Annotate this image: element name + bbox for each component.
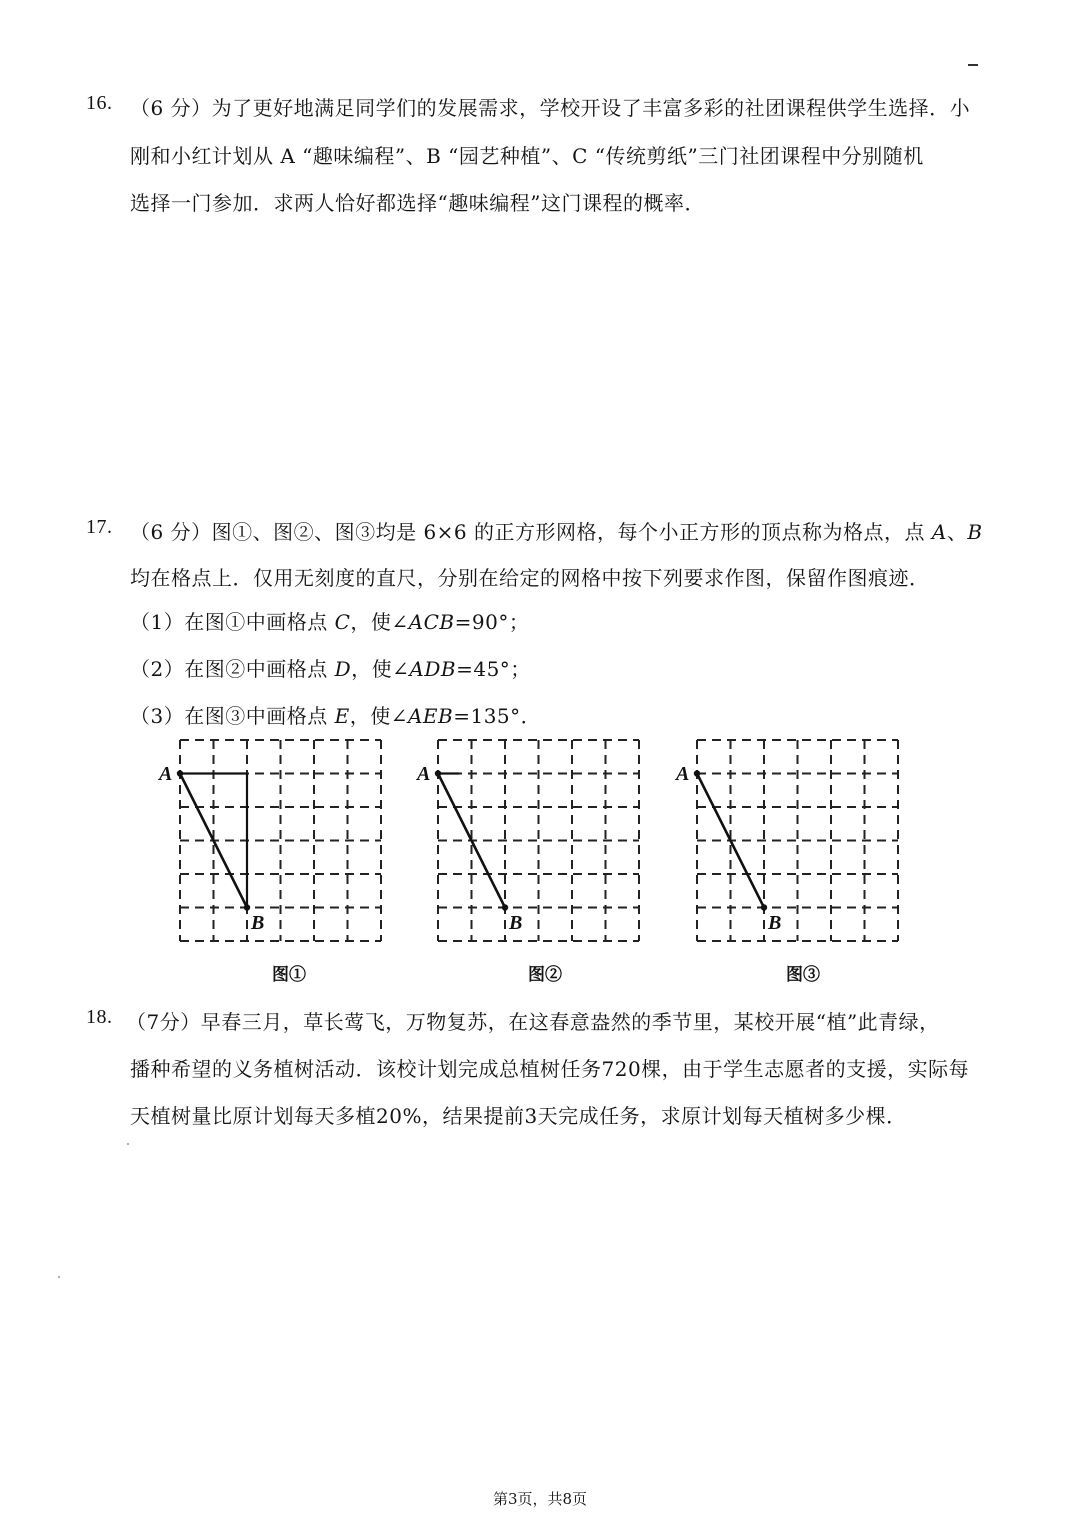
question-text-line: （7分）早春三月，草长莺飞，万物复苏，在这春意盎然的季节里，某校开展“植”此青绿， [126, 1010, 940, 1034]
point-b-label: B [251, 912, 265, 934]
point-a-label: A [676, 763, 690, 785]
point-b-label: B [768, 912, 782, 934]
point-b-label: B [509, 912, 523, 934]
question-text-line: （6 分）为了更好地满足同学们的发展需求，学校开设了丰富多彩的社团课程供学生选择．小 [130, 96, 971, 120]
point-a [177, 770, 183, 776]
sub-text: ，使∠ [350, 610, 409, 634]
sub-text: （1）在图①中画格点 [130, 610, 335, 634]
point-label: B [967, 520, 983, 544]
sub-text: （2）在图②中画格点 [130, 657, 335, 681]
point-label: D [334, 657, 352, 681]
point-label: C [334, 610, 351, 634]
point-b [502, 904, 508, 910]
page-number: 第3页，共8页 [492, 1490, 588, 1508]
point-label: E [334, 704, 350, 728]
point-b [244, 904, 250, 910]
point-a [435, 770, 441, 776]
grid-lines [180, 740, 381, 941]
grid-lines [697, 740, 898, 941]
figure-3-caption: 图③ [786, 965, 820, 985]
sub-text: =135°． [453, 704, 542, 728]
grid-figure-1 [155, 730, 395, 955]
angle-label: AEB [407, 704, 454, 728]
point-a-label: A [417, 763, 431, 785]
question-text-line: 均在格点上．仅用无刻度的直尺，分别在给定的网格中按下列要求作图，保留作图痕迹． [130, 566, 930, 590]
grid-figure-3 [672, 730, 912, 955]
question-text-line [130, 516, 983, 545]
figure-2-caption: 图② [528, 965, 562, 985]
question-text: （6 分）图①、图②、图③均是 6×6 的正方形网格，每个小正方形的顶点称为格点，点 [130, 520, 932, 544]
figure-1-caption: 图① [272, 965, 306, 985]
point-b [761, 904, 767, 910]
scan-speck [58, 1276, 60, 1278]
angle-label: ACB [408, 610, 455, 634]
angle-label: ADB [409, 657, 457, 681]
point-a [694, 770, 700, 776]
scan-speck [127, 1143, 129, 1145]
question-text-line: 天植树量比原计划每天多植20%，结果提前3天完成任务，求原计划每天植树多少棵． [130, 1104, 907, 1128]
sub-text: =90°； [454, 610, 530, 634]
sub-text: ，使∠ [349, 704, 408, 728]
question-text-line: 选择一门参加．求两人恰好都选择“趣味编程”这门课程的概率． [130, 191, 705, 215]
question-text-line: 播种希望的义务植树活动．该校计划完成总植树任务720棵，由于学生志愿者的支援，实际每 [130, 1057, 970, 1081]
sub-text: （3）在图③中画格点 [130, 704, 335, 728]
corner-mark [968, 64, 978, 66]
question-number: 16. [86, 92, 113, 114]
grid-figure-2 [413, 730, 653, 955]
question-number: 17. [86, 516, 113, 538]
point-label: A [931, 520, 947, 544]
subquestion-3 [130, 700, 541, 729]
question-text-line: 刚和小红计划从 A “趣味编程”、B “园艺种植”、C “传统剪纸”三门社团课程中分别随机 [130, 144, 924, 168]
separator: 、 [946, 520, 968, 544]
question-number: 18. [86, 1006, 113, 1028]
sub-text: =45°； [456, 657, 531, 681]
subquestion-1 [130, 606, 529, 635]
point-a-label: A [159, 763, 173, 785]
grid-lines [438, 740, 639, 941]
subquestion-2 [130, 653, 531, 682]
sub-text: ，使∠ [351, 657, 410, 681]
